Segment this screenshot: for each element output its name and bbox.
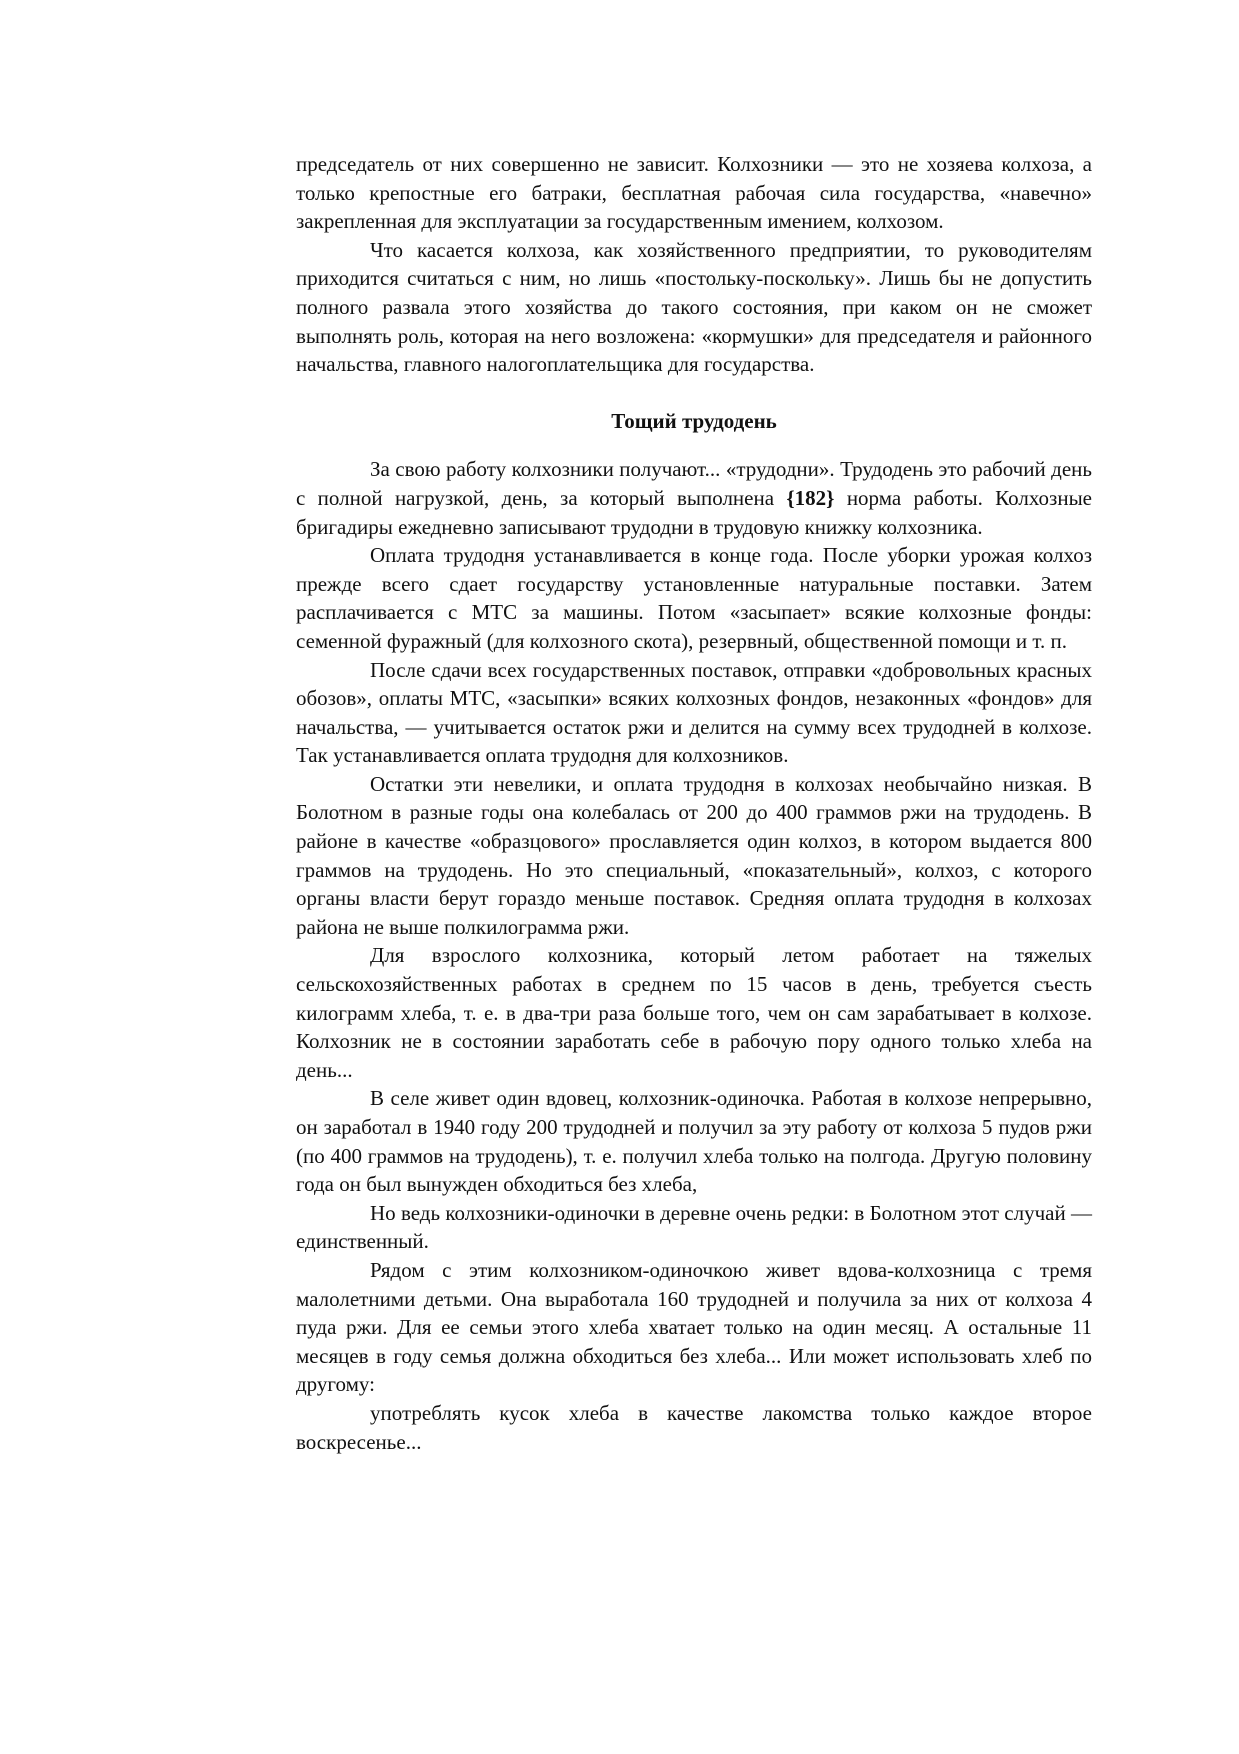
section-heading-text: Тощий трудодень (611, 408, 777, 433)
section-heading (296, 407, 1092, 436)
section-paragraph (296, 455, 1092, 541)
section-paragraph: Но ведь колхозники-одиночки в деревне очень редки: в Болотном этот случай — единственный. (296, 1200, 1092, 1254)
page-reference: {182} (786, 485, 835, 510)
section-paragraph: употреблять кусок хлеба в качестве лакомства только каждое второе воскресенье... (296, 1400, 1092, 1454)
section-paragraph: В селе живет один вдовец, колхозник-одиночка. Работая в колхозе непрерывно, он заработал в 1940 году 200 трудодней и получил за эту работу от колхоза 5 пудов ржи (по 400 граммов на трудодень), т. е. получил хлеба только на полгода. Другую половину года он был вынужден обходиться без хлеба, (296, 1086, 1092, 1197)
intro-paragraph: Что касается колхоза, как хозяйственного предприятии, то руководителям приходится считаться с ним, но лишь «постольку-поскольку». Лишь бы не допустить полного развала этого хозяйства до такого состояния, при каком он не сможет выполнять роль, которая на него возложена: «кормушки» для председателя и районного начальства, главного налогоплательщика для государства. (296, 237, 1092, 377)
section-paragraph: Оплата трудодня устанавливается в конце года. После уборки урожая колхоз прежде всего сдает государству установленные натуральные поставки. Затем расплачивается с МТС за машины. Потом «засыпает» всякие колхозные фонды: семенной фуражный (для колхозного скота), резервный, общественной помощи и т. п. (296, 543, 1092, 653)
section-paragraph: Рядом с этим колхозником-одиночкою живет вдова-колхозница с тремя малолетними детьми. Она выработала 160 трудодней и получила за них от колхоза 4 пуда ржи. Для ее семьи этого хлеба хватает только на один месяц. А остальные 11 месяцев в году семья должна обходиться без хлеба... Или может использовать хлеб по другому: (296, 1257, 1092, 1397)
paragraph-text: норма работы. Колхозные бригадиры ежедневно записывают трудодни в трудовую книжку колхозника. (296, 485, 1093, 539)
intro-paragraph: председатель от них совершенно не зависит. Колхозники — это не хозяева колхоза, а только крепостные его батраки, бесплатная рабочая сила государства, «навечно» закрепленная для эксплуатации за государственным имением, колхозом. (296, 152, 1092, 234)
document-page (296, 150, 1092, 1456)
section-paragraph: Остатки эти невелики, и оплата трудодня в колхозах необычайно низкая. В Болотном в разные годы она колебалась от 200 до 400 граммов ржи на трудодень. В районе в качестве «образцового» прославляется один колхоз, в котором выдается 800 граммов на трудодень. Но это специальный, «показательный», колхоз, с которого органы власти берут гораздо меньше поставок. Средняя оплата трудодня в колхозах района не выше полкилограмма ржи. (296, 771, 1092, 939)
paragraph-text: За свою работу колхозники получают... «трудодни». Трудодень это рабочий день с полной нагрузкой, день, за который выполнена (296, 457, 1092, 510)
section-paragraph: Для взрослого колхозника, который летом работает на тяжелых сельскохозяйственных работах в среднем по 15 часов в день, требуется съесть килограмм хлеба, т. е. в два-три раза больше того, чем он сам зарабатывает в колхозе. Колхозник не в состоянии заработать себе в рабочую пору одного только хлеба на день... (296, 943, 1092, 1082)
section-paragraph: После сдачи всех государственных поставок, отправки «добровольных красных обозов», оплаты МТС, «засыпки» всяких колхозных фондов, незаконных «фондов» для начальства, — учитывается остаток ржи и делится на сумму всех трудодней в колхозе. Так устанавливается оплата трудодня для колхозников. (296, 657, 1092, 768)
